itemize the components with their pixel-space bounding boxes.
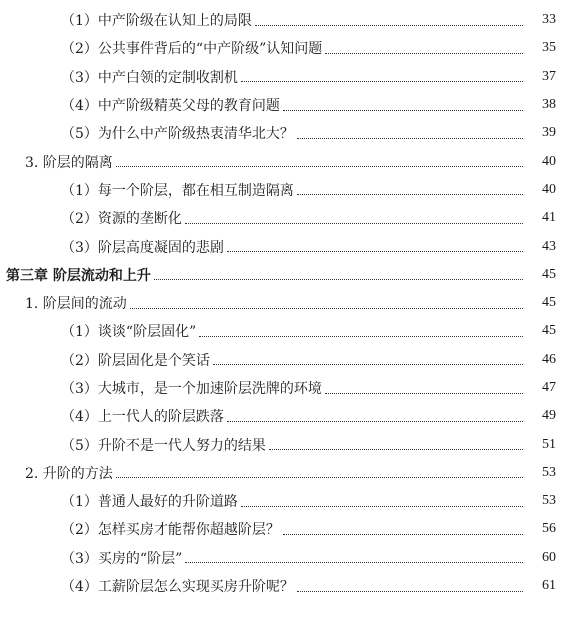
table-of-contents (0, 6, 570, 600)
toc-entry-title: （3）大城市，是一个加速阶层洗牌的环境 (61, 381, 322, 397)
toc-entry-title: （3）中产白领的定制收割机 (61, 69, 238, 86)
dot-leader (269, 449, 523, 450)
dot-leader (154, 279, 523, 280)
toc-entry-title: （2）阶层固化是个笑话 (61, 352, 210, 369)
toc-page-number: 53 (542, 493, 556, 509)
toc-entry[interactable] (0, 572, 570, 600)
toc-entry[interactable] (0, 487, 570, 515)
dot-leader (116, 166, 523, 167)
toc-entry[interactable] (0, 346, 570, 374)
toc-entry-title: （4）中产阶级精英父母的教育问题 (61, 98, 280, 115)
toc-page-number: 43 (542, 238, 556, 254)
dot-leader (241, 506, 523, 507)
toc-entry[interactable] (0, 91, 570, 119)
dot-leader (297, 194, 523, 195)
toc-entry-title: （4）工薪阶层怎么实现买房升阶呢？ (61, 579, 294, 596)
toc-entry-title: （3）买房的“阶层” (61, 550, 183, 567)
dot-leader (213, 364, 523, 365)
toc-chapter-entry[interactable] (0, 261, 570, 289)
toc-page-number: 47 (542, 380, 556, 395)
dot-leader (199, 336, 523, 337)
dot-leader (185, 562, 523, 563)
dot-leader (185, 223, 523, 224)
toc-entry[interactable] (0, 232, 570, 260)
toc-page-number: 40 (542, 181, 556, 197)
toc-page-number: 51 (542, 436, 556, 452)
dot-leader (227, 251, 523, 252)
dot-leader (283, 534, 523, 535)
toc-page-number: 37 (542, 68, 556, 84)
toc-entry[interactable] (0, 430, 570, 458)
toc-entry-title: （1）每一个阶层，都在相互制造隔离 (61, 182, 294, 199)
toc-page-number: 40 (542, 153, 556, 169)
dot-leader (130, 308, 523, 309)
dot-leader (283, 110, 523, 111)
toc-entry-title: （1）中产阶级在认知上的局限 (61, 13, 252, 30)
toc-entry-title: （5）升阶不是一代人努力的结果 (61, 437, 266, 454)
toc-page-number: 38 (542, 97, 556, 113)
toc-entry-title: 1. 阶层间的流动 (25, 296, 127, 313)
toc-entry[interactable] (0, 515, 570, 543)
toc-page-number: 61 (542, 578, 556, 594)
toc-entry-title: （5）为什么中产阶级热衷清华北大？ (61, 126, 294, 143)
toc-page-number: 60 (542, 549, 556, 565)
toc-entry[interactable] (0, 544, 570, 572)
toc-entry-title: （3）阶层高度凝固的悲剧 (61, 239, 224, 256)
toc-section-entry[interactable] (0, 289, 570, 317)
dot-leader (325, 53, 523, 54)
toc-page-number: 41 (542, 210, 556, 226)
toc-entry[interactable] (0, 6, 570, 34)
toc-entry-title: （2）公共事件背后的“中产阶级”认知问题 (61, 41, 323, 58)
toc-entry[interactable] (0, 317, 570, 345)
dot-leader (241, 81, 523, 82)
toc-entry-title: （2）怎样买房才能帮你超越阶层？ (61, 522, 280, 539)
toc-page-number: 45 (542, 323, 556, 339)
dot-leader (325, 393, 523, 394)
toc-entry[interactable] (0, 119, 570, 147)
toc-page-number: 53 (542, 464, 556, 480)
dot-leader (297, 591, 523, 592)
toc-entry[interactable] (0, 176, 570, 204)
toc-entry-title: （4）上一代人的阶层跌落 (61, 409, 224, 426)
toc-page-number: 56 (542, 521, 556, 537)
toc-chapter-title: 第三章 阶层流动和上升 (6, 267, 151, 284)
toc-page-number: 33 (542, 12, 556, 28)
toc-entry-title: （2）资源的垄断化 (61, 211, 182, 228)
toc-entry[interactable] (0, 34, 570, 62)
toc-entry-title: 3. 阶层的隔离 (25, 154, 113, 171)
toc-entry[interactable] (0, 374, 570, 402)
toc-entry-title: 2. 升阶的方法 (25, 465, 113, 482)
toc-page-number: 35 (542, 40, 556, 56)
dot-leader (255, 25, 523, 26)
toc-section-entry[interactable] (0, 459, 570, 487)
toc-page-number: 49 (542, 408, 556, 424)
dot-leader (297, 138, 523, 139)
toc-section-entry[interactable] (0, 147, 570, 175)
toc-page-number: 45 (542, 266, 556, 282)
toc-page-number: 46 (542, 351, 556, 367)
toc-entry[interactable] (0, 204, 570, 232)
toc-entry[interactable] (0, 402, 570, 430)
toc-entry-title: （1）谈谈“阶层固化” (61, 324, 197, 341)
dot-leader (227, 421, 523, 422)
toc-entry[interactable] (0, 63, 570, 91)
toc-entry-title: （1）普通人最好的升阶道路 (61, 494, 238, 511)
dot-leader (116, 477, 523, 478)
toc-page-number: 39 (542, 125, 556, 141)
toc-page-number: 45 (542, 295, 556, 311)
